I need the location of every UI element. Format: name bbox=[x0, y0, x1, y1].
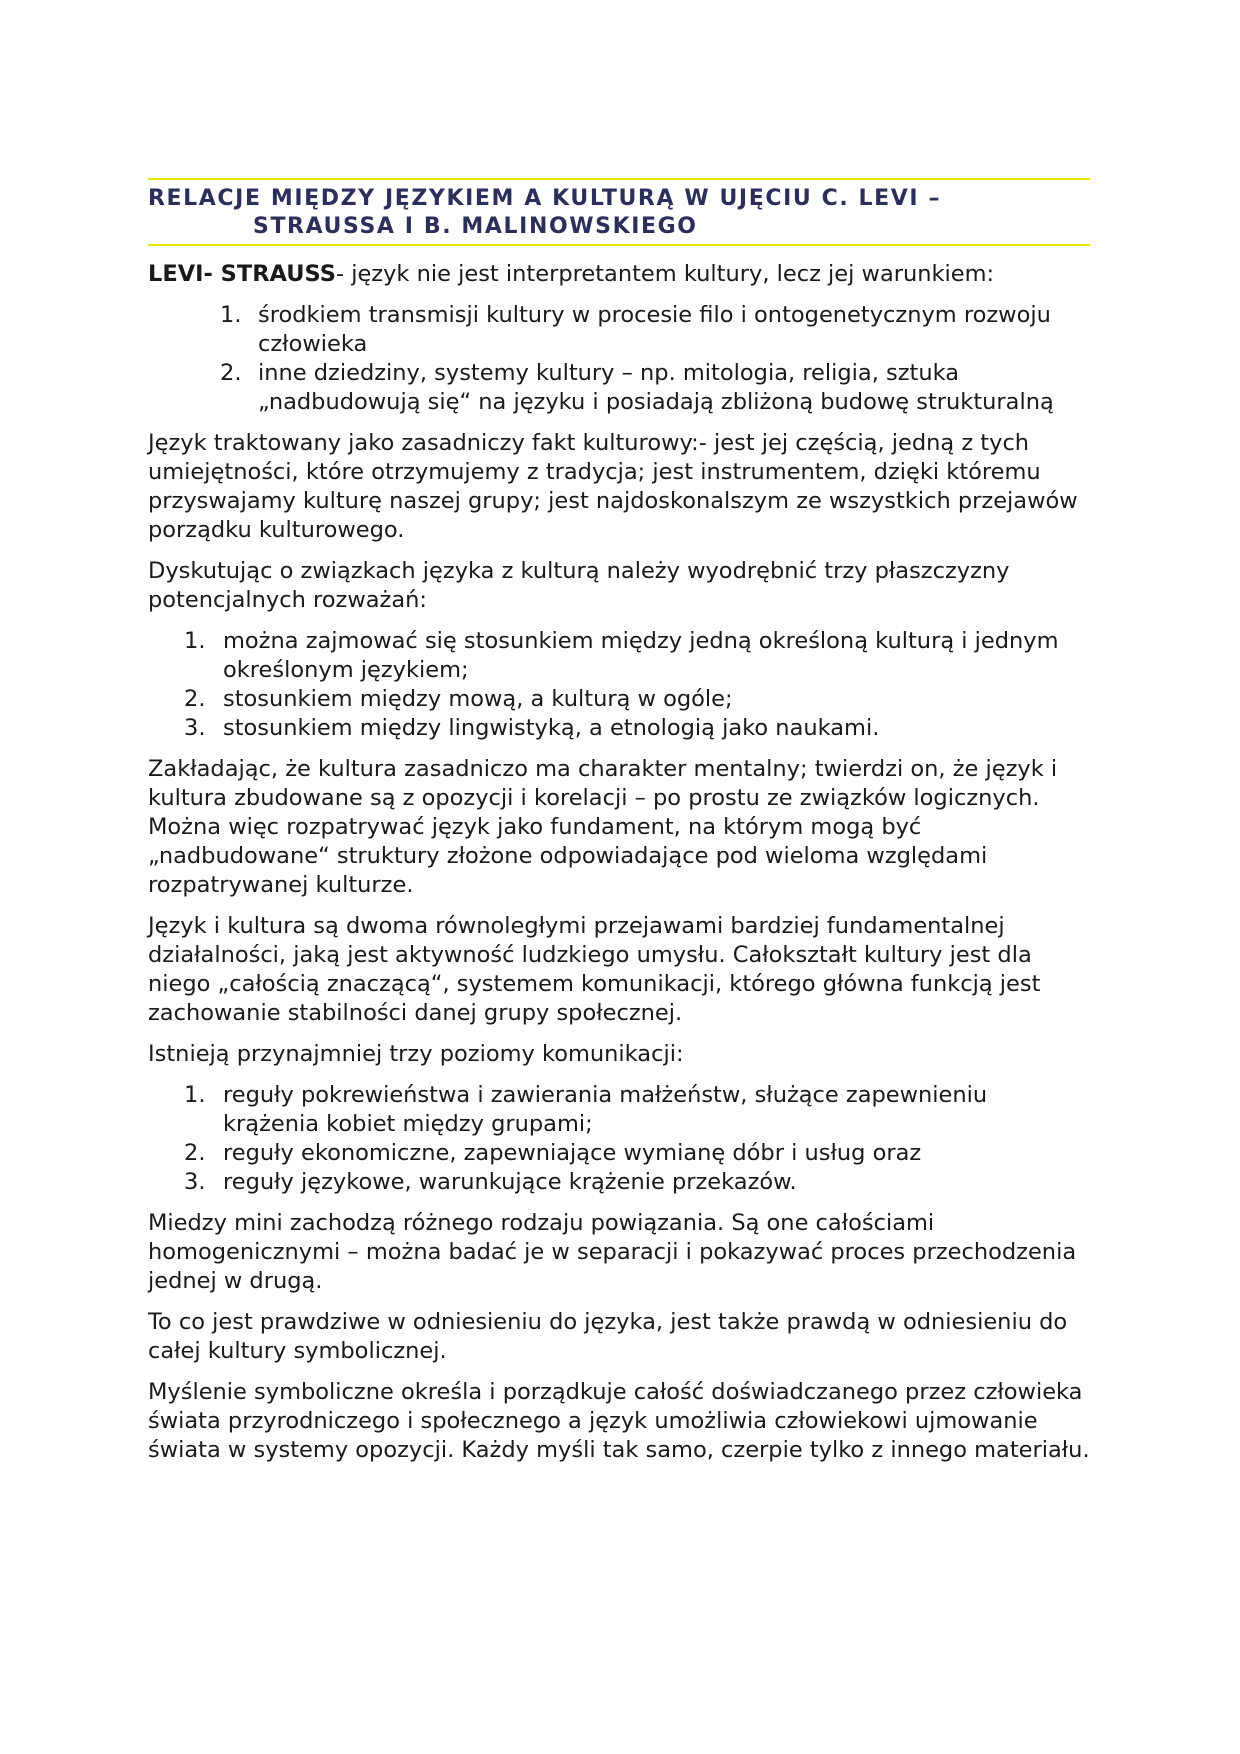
paragraph-three-planes: Dyskutując o związkach języka z kulturą należy wyodrębnić trzy płaszczyzny potencjalnych rozważań: bbox=[148, 558, 1010, 613]
intro-paragraph bbox=[148, 260, 1090, 289]
list-item bbox=[148, 1139, 1090, 1168]
list-item bbox=[148, 301, 1090, 359]
list-item bbox=[148, 1081, 1090, 1139]
list-number: 2. bbox=[220, 360, 242, 386]
list-text: stosunkiem między lingwistyką, a etnologią jako naukami. bbox=[223, 715, 880, 741]
list-number: 1. bbox=[184, 1082, 206, 1108]
list-number: 3. bbox=[184, 1169, 206, 1195]
paragraph-mental-culture: Zakładając, że kultura zasadniczo ma charakter mentalny; twierdzi on, że język i kultura zbudowane są z opozycji i korelacji – po prostu ze związków logicznych. Można więc rozpatrywać język jako fundament, na którym mogą być „nadbudowane“ struktury złożone odpowiadające pod wieloma względami rozpatrywanej kulturze. bbox=[148, 756, 1058, 898]
intro-term: LEVI- STRAUSS bbox=[148, 261, 336, 287]
paragraph-symbolic-thinking: Myślenie symboliczne określa i porządkuje całość doświadczanego przez człowieka świata przyrodniczego i społecznego a język umożliwia człowiekowi ujmowanie świata w systemy opozycji. Każdy myśli tak samo, czerpie tylko z innego materiału. bbox=[148, 1379, 1090, 1463]
list-text: reguły językowe, warunkujące krążenie przekazów. bbox=[223, 1169, 797, 1195]
list-text: można zajmować się stosunkiem między jedną określoną kulturą i jednym określonym językiem; bbox=[223, 628, 1059, 683]
list-item bbox=[148, 685, 1090, 714]
title-line-1: RELACJE MIĘDZY JĘZYKIEM A KULTURĄ W UJĘCIU C. LEVI – bbox=[148, 186, 942, 211]
planes-list bbox=[148, 627, 1090, 743]
list-item bbox=[148, 359, 1090, 417]
list-number: 1. bbox=[184, 628, 206, 654]
culture-conditions-list bbox=[148, 301, 1090, 417]
document-page bbox=[148, 178, 1090, 1477]
list-text: środkiem transmisji kultury w procesie filo i ontogenetycznym rozwoju człowieka bbox=[258, 302, 1051, 357]
paragraph-symbolic-culture: To co jest prawdziwe w odniesieniu do języka, jest także prawdą w odniesieniu do całej kultury symbolicznej. bbox=[148, 1309, 1068, 1364]
paragraph-language-fact: Język traktowany jako zasadniczy fakt kulturowy:- jest jej częścią, jedną z tych umiejętności, które otrzymujemy z tradycja; jest instrumentem, dzięki któremu przyswajamy kulturę naszej grupy; jest najdoskonalszym ze wszystkich przejawów porządku kulturowego. bbox=[148, 430, 1078, 543]
paragraph-parallel-manifestations: Język i kultura są dwoma równoległymi przejawami bardziej fundamentalnej działalności, jaką jest aktywność ludzkiego umysłu. Całokształt kultury jest dla niego „całością znaczącą“, systemem komunikacji, którego główna funkcją jest zachowanie stabilności danej grupy społecznej. bbox=[148, 913, 1041, 1026]
list-number: 3. bbox=[184, 715, 206, 741]
list-text: reguły pokrewieństwa i zawierania małżeństw, służące zapewnieniu krążenia kobiet między grupami; bbox=[223, 1082, 988, 1137]
list-item bbox=[148, 627, 1090, 685]
list-text: reguły ekonomiczne, zapewniające wymianę dóbr i usług oraz bbox=[223, 1140, 922, 1166]
list-text: stosunkiem między mową, a kulturą w ogóle; bbox=[223, 686, 733, 712]
intro-text: - język nie jest interpretantem kultury, lecz jej warunkiem: bbox=[335, 261, 995, 287]
list-number: 1. bbox=[220, 302, 242, 328]
list-number: 2. bbox=[184, 686, 206, 712]
paragraph-connections: Miedzy mini zachodzą różnego rodzaju powiązania. Są one całościami homogenicznymi – można badać je w separacji i pokazywać proces przechodzenia jednej w drugą. bbox=[148, 1210, 1077, 1294]
paragraph-communication-levels: Istnieją przynajmniej trzy poziomy komunikacji: bbox=[148, 1041, 684, 1067]
list-item bbox=[148, 714, 1090, 743]
list-item bbox=[148, 1168, 1090, 1197]
title-line-2: STRAUSSA I B. MALINOWSKIEGO bbox=[253, 214, 698, 239]
document-title bbox=[148, 185, 1090, 241]
communication-levels-list bbox=[148, 1081, 1090, 1197]
title-block bbox=[148, 178, 1090, 246]
list-text: inne dziedziny, systemy kultury – np. mitologia, religia, sztuka „nadbudowują się“ na języku i posiadają zbliżoną budowę strukturalną bbox=[258, 360, 1054, 415]
list-number: 2. bbox=[184, 1140, 206, 1166]
